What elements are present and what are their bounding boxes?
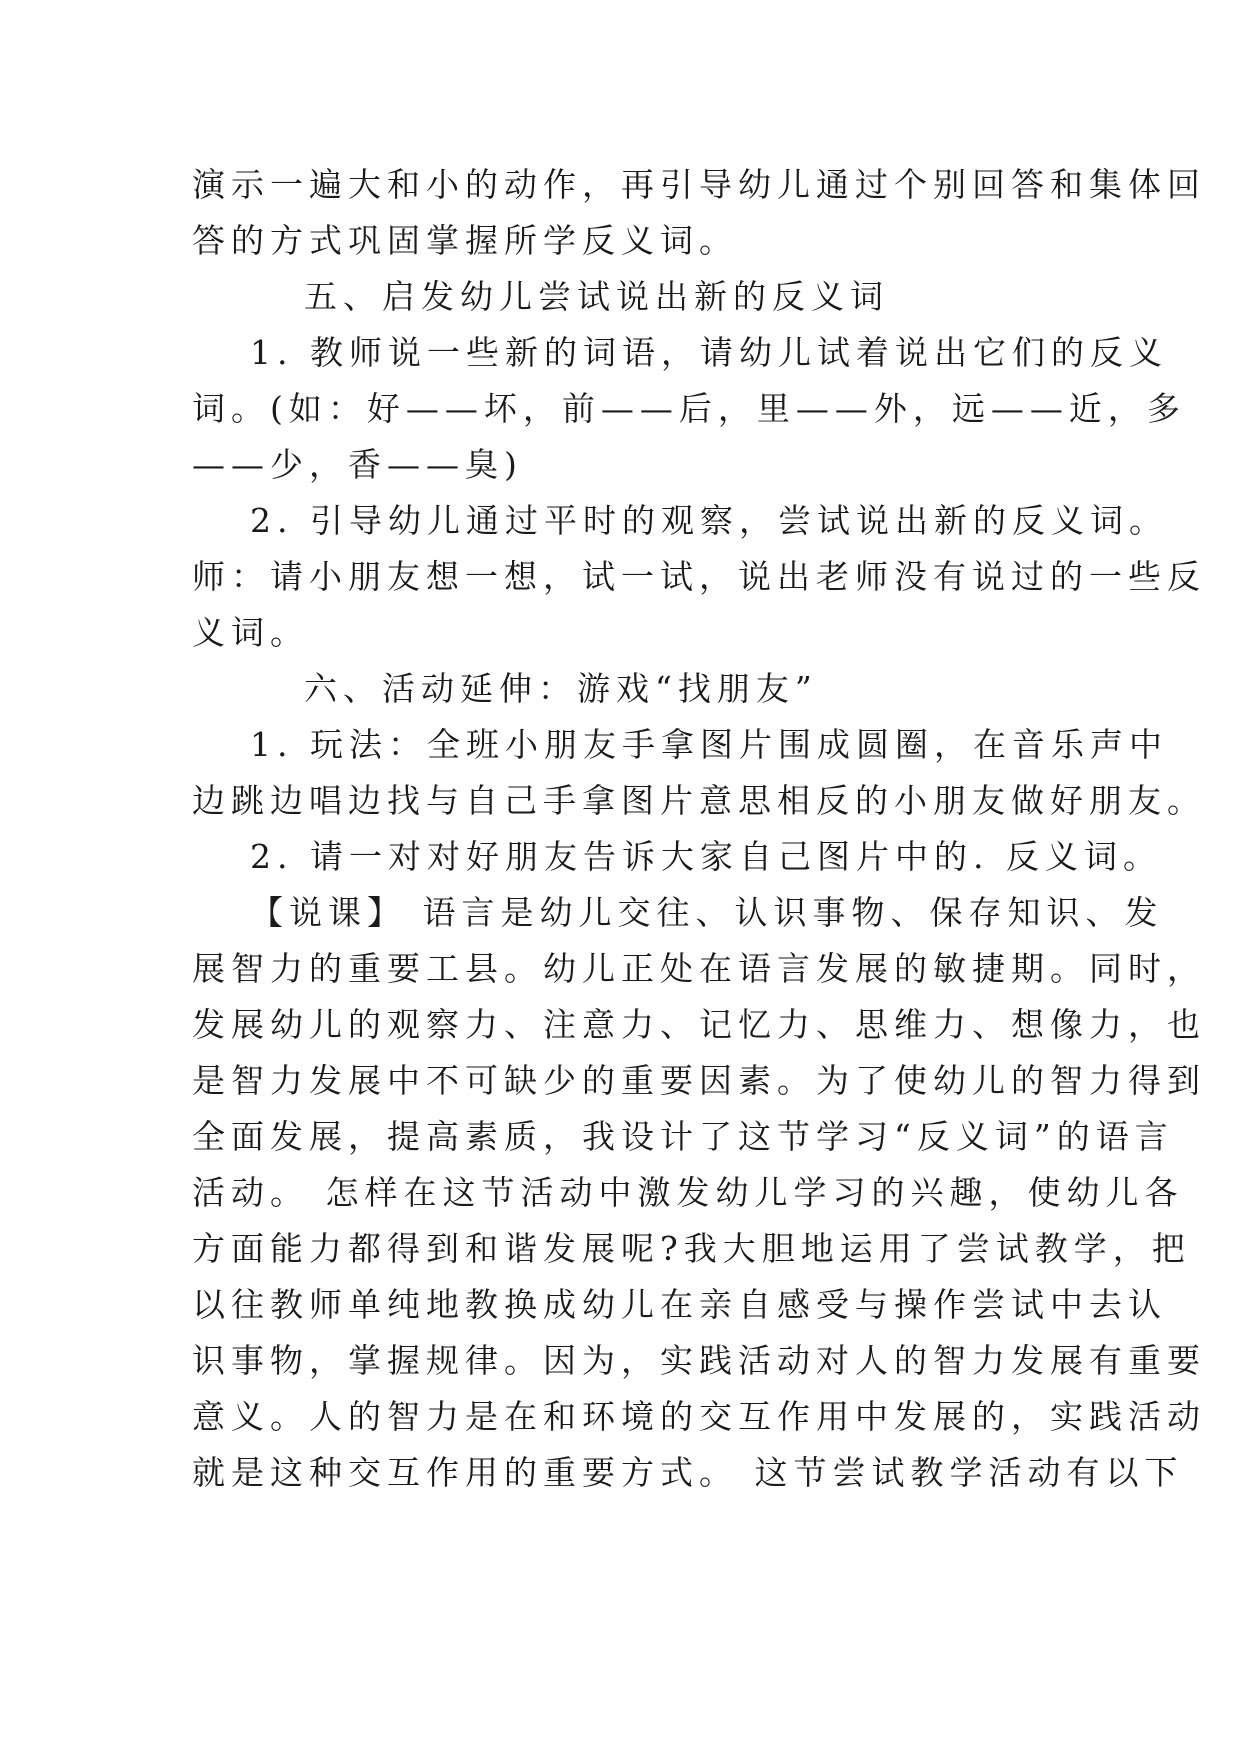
body-line: 义词。	[192, 613, 309, 652]
list-item: 2. 请一对对好朋友告诉大家自己图片中的. 反义词。	[250, 837, 1162, 876]
section-heading: 六、活动延伸：游戏“找朋友”	[304, 669, 818, 708]
body-line: 师：请小朋友想一想，试一试，说出老师没有说过的一些反	[192, 557, 1206, 596]
body-line: 演示一遍大和小的动作，再引导幼儿通过个别回答和集体回	[192, 165, 1206, 204]
list-item: 1. 玩法：全班小朋友手拿图片围成圆圈，在音乐声中	[250, 725, 1168, 764]
body-line: 识事物，掌握规律。因为，实践活动对人的智力发展有重要	[192, 1341, 1206, 1380]
paragraph-start: 【说课】 语言是幼儿交往、认识事物、保存知识、发	[250, 893, 1164, 932]
list-item: 1. 教师说一些新的词语，请幼儿试着说出它们的反义	[250, 333, 1168, 372]
body-line: 以往教师单纯地教换成幼儿在亲自感受与操作尝试中去认	[192, 1285, 1167, 1324]
body-line: 就是这种交互作用的重要方式。 这节尝试教学活动有以下	[192, 1453, 1184, 1492]
body-line: 全面发展，提高素质，我设计了这节学习“反义词”的语言	[192, 1117, 1174, 1156]
body-line: 答的方式巩固掌握所学反义词。	[192, 221, 738, 260]
body-line: 意义。人的智力是在和环境的交互作用中发展的，实践活动	[192, 1397, 1206, 1436]
body-line: ——少，香——臭)	[192, 445, 523, 484]
body-line: 边跳边唱边找与自己手拿图片意思相反的小朋友做好朋友。	[192, 781, 1206, 820]
section-heading: 五、启发幼儿尝试说出新的反义词	[304, 277, 889, 316]
body-line: 活动。 怎样在这节活动中激发幼儿学习的兴趣，使幼儿各	[192, 1173, 1184, 1212]
body-line: 展智力的重要工县。幼儿正处在语言发展的敏捷期。同时，	[192, 949, 1206, 988]
list-item: 2. 引导幼儿通过平时的观察，尝试说出新的反义词。	[250, 501, 1168, 540]
body-line: 方面能力都得到和谐发展呢?我大胆地运用了尝试教学，把	[192, 1229, 1191, 1268]
body-line: 词。(如：好——坏，前——后，里——外，远——近，多	[192, 389, 1186, 428]
body-line: 发展幼儿的观察力、注意力、记忆力、思维力、想像力，也	[192, 1005, 1206, 1044]
body-line: 是智力发展中不可缺少的重要因素。为了使幼儿的智力得到	[192, 1061, 1206, 1100]
